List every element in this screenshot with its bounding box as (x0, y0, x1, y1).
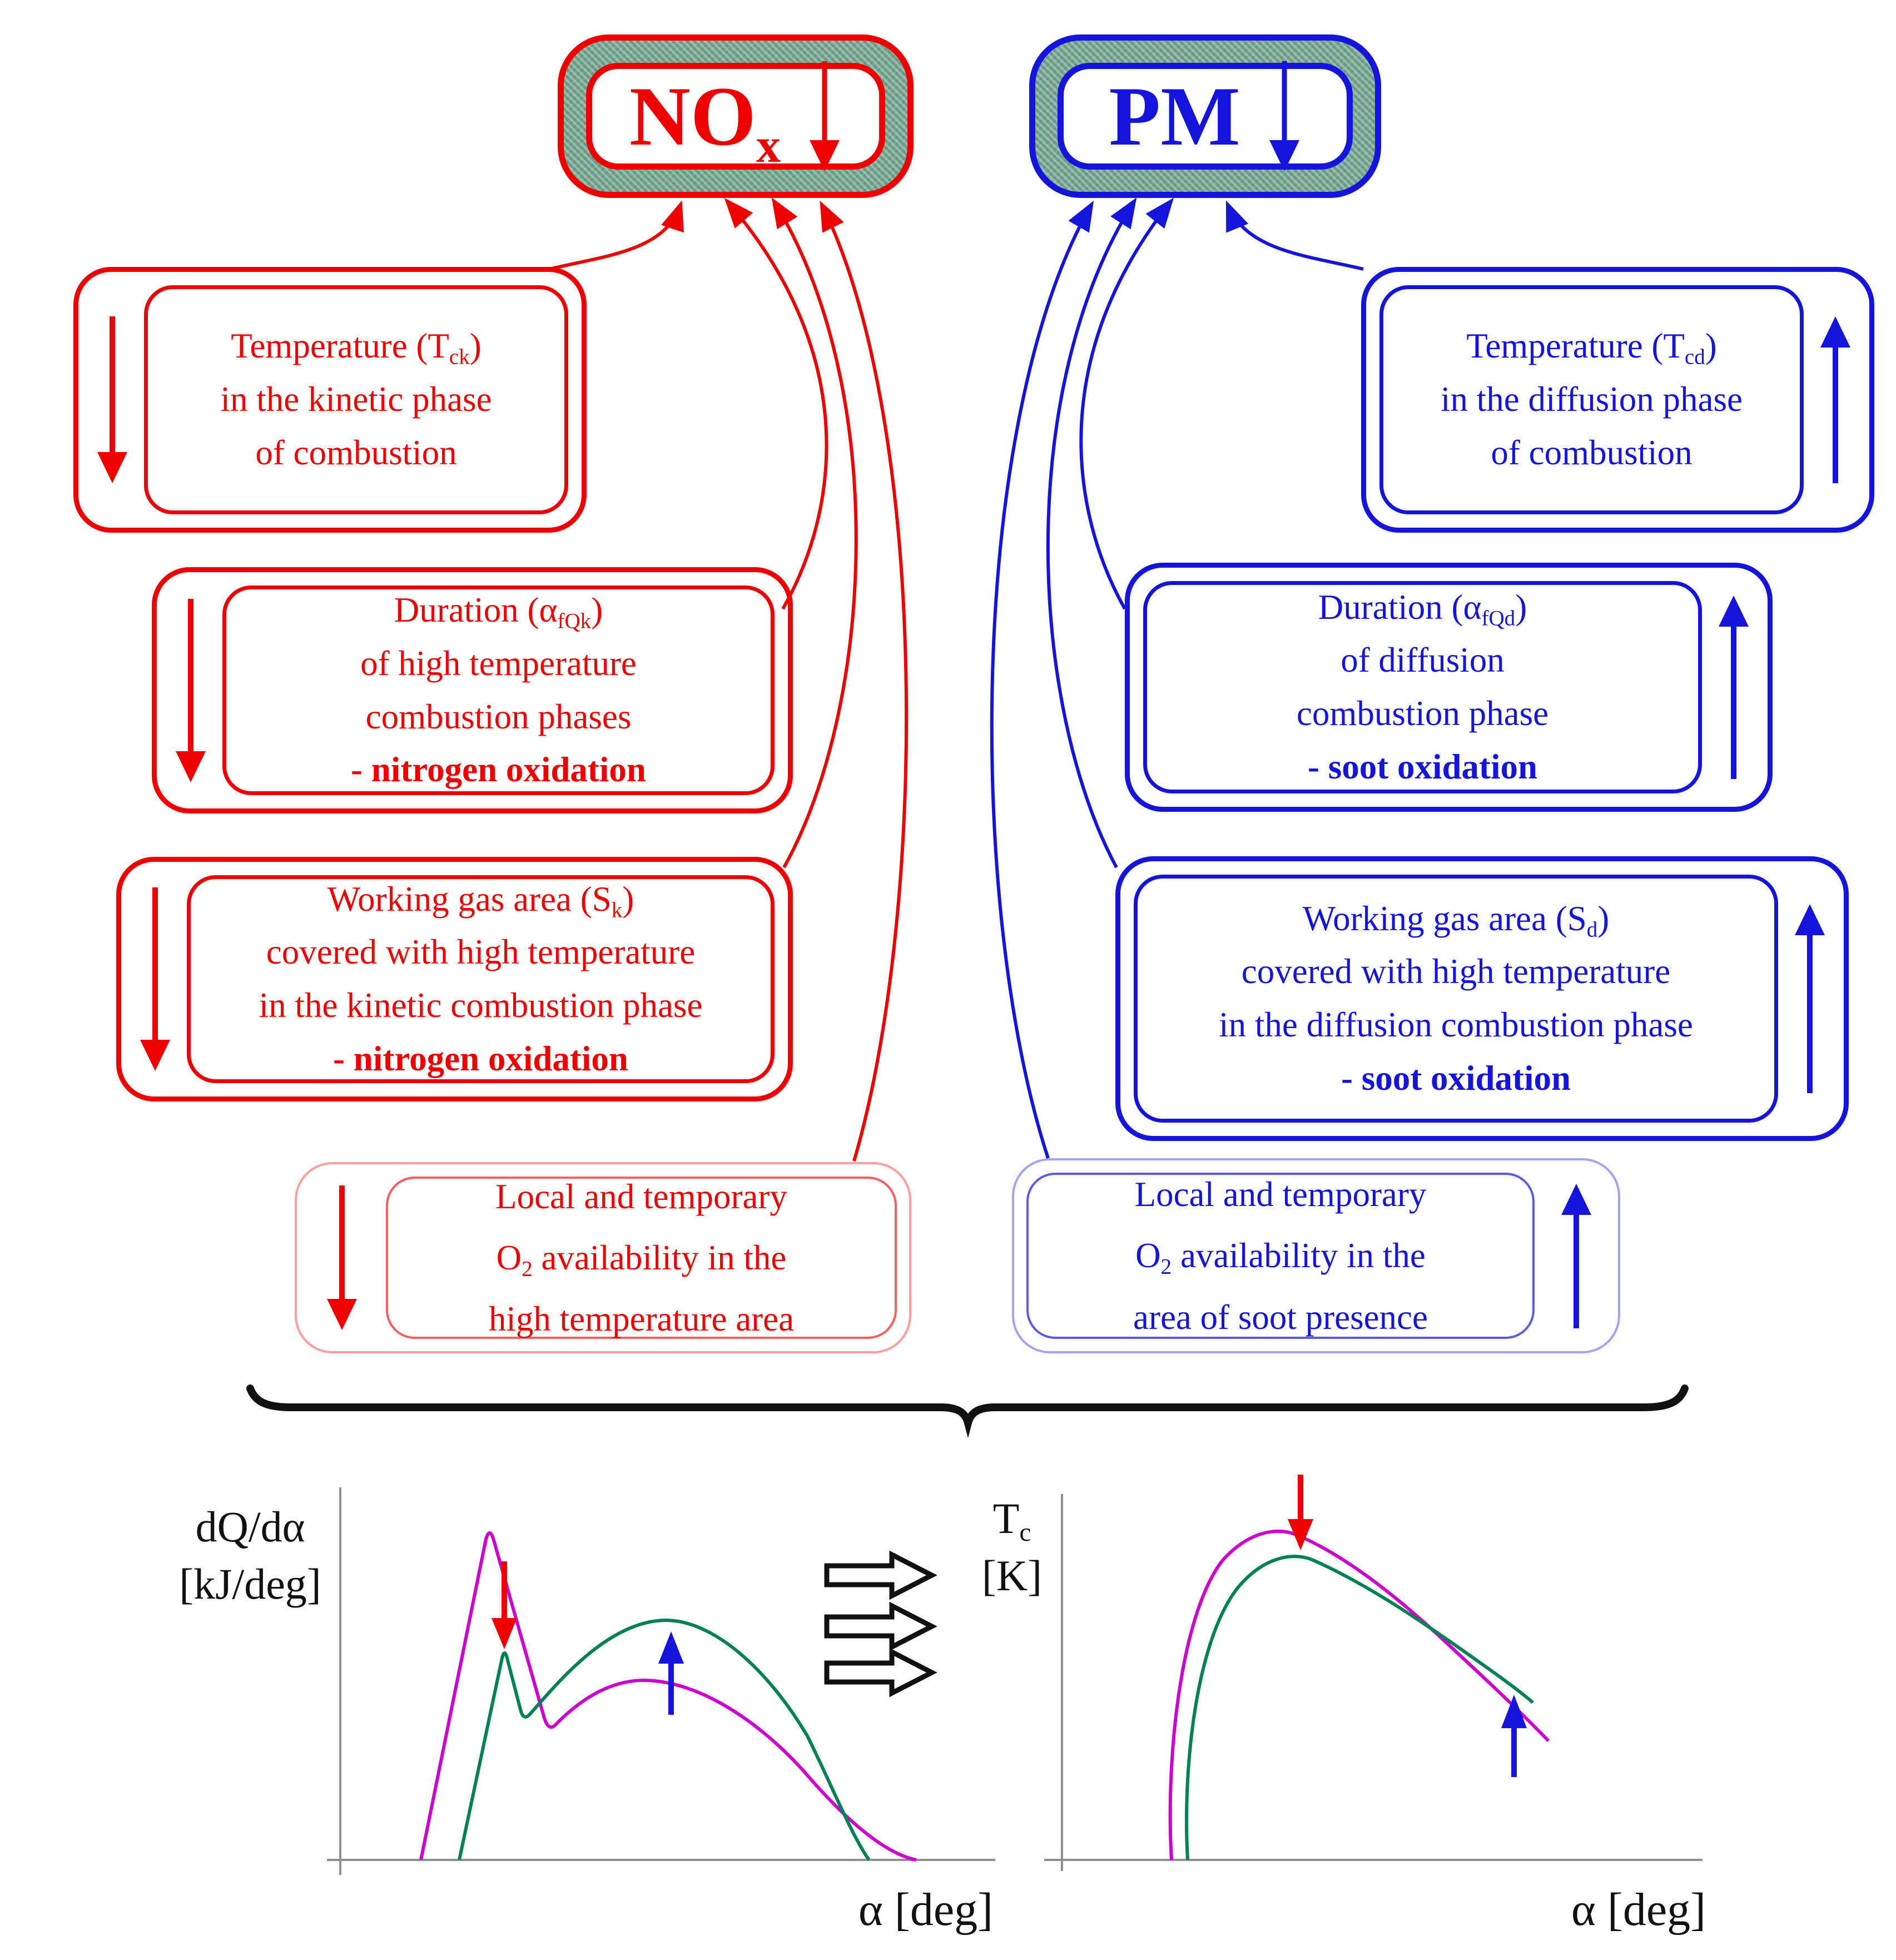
pm-node-inner (1058, 63, 1353, 170)
nox-factor-o2-availability-box (295, 1162, 911, 1353)
box-text: Working gas area $(S_k)$ covered with high temperature in the kinetic combustion phase - nitrogen oxidation (187, 875, 775, 1083)
heat-release-y-axis-label: dQ/dα [kJ/deg] (179, 1502, 321, 1608)
nox-link-from-temperature-arrow (549, 205, 681, 269)
heat-release-x-axis-label: α [deg] (858, 1884, 994, 1936)
decrease-arrow-icon (1267, 61, 1302, 171)
temperature-chart (1044, 1475, 1703, 1871)
increase-arrow-icon (1790, 904, 1829, 1093)
brace-icon (250, 1388, 1685, 1423)
temperature-y-axis-label: $T_c$ [K] (981, 1494, 1043, 1600)
box-text: Duration $(\alpha_{fQd})$ of diffusion combustion phase - soot oxidation (1143, 581, 1702, 793)
heat-release-chart (327, 1487, 995, 1875)
nox-factor-working-gas-area-box (116, 857, 793, 1101)
box-text: Local and temporary $O_2$ availability in the high temperature area (386, 1177, 897, 1339)
implies-arrow-icon (827, 1555, 932, 1596)
decrease-arrow-icon (1288, 1475, 1313, 1550)
nox-factor-temperature-box (73, 267, 587, 533)
pm-factor-temperature-box (1361, 267, 1874, 533)
box-text: Working gas area $(S_d)$ covered with high temperature in the diffusion combustion phase - soot oxidation (1134, 875, 1778, 1123)
box-text: Temperature $(T_{cd})$ in the diffusion phase of combustion (1379, 285, 1804, 514)
decrease-arrow-icon (171, 599, 210, 782)
nox-node-inner (586, 63, 885, 173)
temperature-x-axis-label: α [deg] (1571, 1884, 1706, 1936)
nox-factor-duration-box (152, 567, 793, 813)
pm-link-from-temperature-arrow (1228, 205, 1363, 269)
increase-arrow-icon (658, 1631, 684, 1715)
implies-arrow-icon (827, 1652, 932, 1693)
increase-arrow-icon (1557, 1184, 1596, 1328)
box-text: Local and temporary $O_2$ availability in the area of soot presence (1026, 1173, 1535, 1339)
decrease-arrow-icon (136, 887, 175, 1071)
pm-link-from-duration-arrow (1081, 201, 1171, 609)
nox-link-from-o2-arrow (822, 205, 906, 1161)
temperature-magenta-curve (1170, 1531, 1548, 1860)
increase-arrow-icon (1501, 1695, 1527, 1777)
implies-arrow-icon (827, 1606, 932, 1647)
pm-factor-duration-box (1125, 563, 1773, 812)
nox-label: $NO_x$ (629, 70, 781, 173)
decrease-arrow-icon (93, 316, 132, 483)
pm-factor-working-gas-area-box (1115, 856, 1849, 1141)
pm-node (1029, 34, 1381, 198)
pm-factor-o2-availability-box (1012, 1158, 1620, 1353)
nox-node (558, 34, 914, 198)
box-text: Duration $(\alpha_{fQk})$ of high temperature combustion phases - nitrogen oxidation (222, 585, 775, 795)
nox-link-from-duration-arrow (727, 201, 827, 609)
box-text: Temperature $(T_{ck})$ in the kinetic phase of combustion (144, 285, 568, 514)
increase-arrow-icon (1816, 316, 1855, 483)
increase-arrow-icon (1714, 596, 1753, 779)
temperature-green-curve (1187, 1556, 1533, 1860)
pm-link-from-working-gas-arrow (1048, 201, 1134, 867)
pm-label: PM (1109, 70, 1240, 163)
decrease-arrow-icon (322, 1185, 361, 1330)
decrease-arrow-icon (492, 1561, 517, 1649)
pm-link-from-o2-arrow (992, 205, 1091, 1158)
heat-release-magenta-curve (421, 1533, 916, 1860)
heat-release-green-curve (459, 1620, 869, 1860)
decrease-arrow-icon (807, 61, 842, 171)
